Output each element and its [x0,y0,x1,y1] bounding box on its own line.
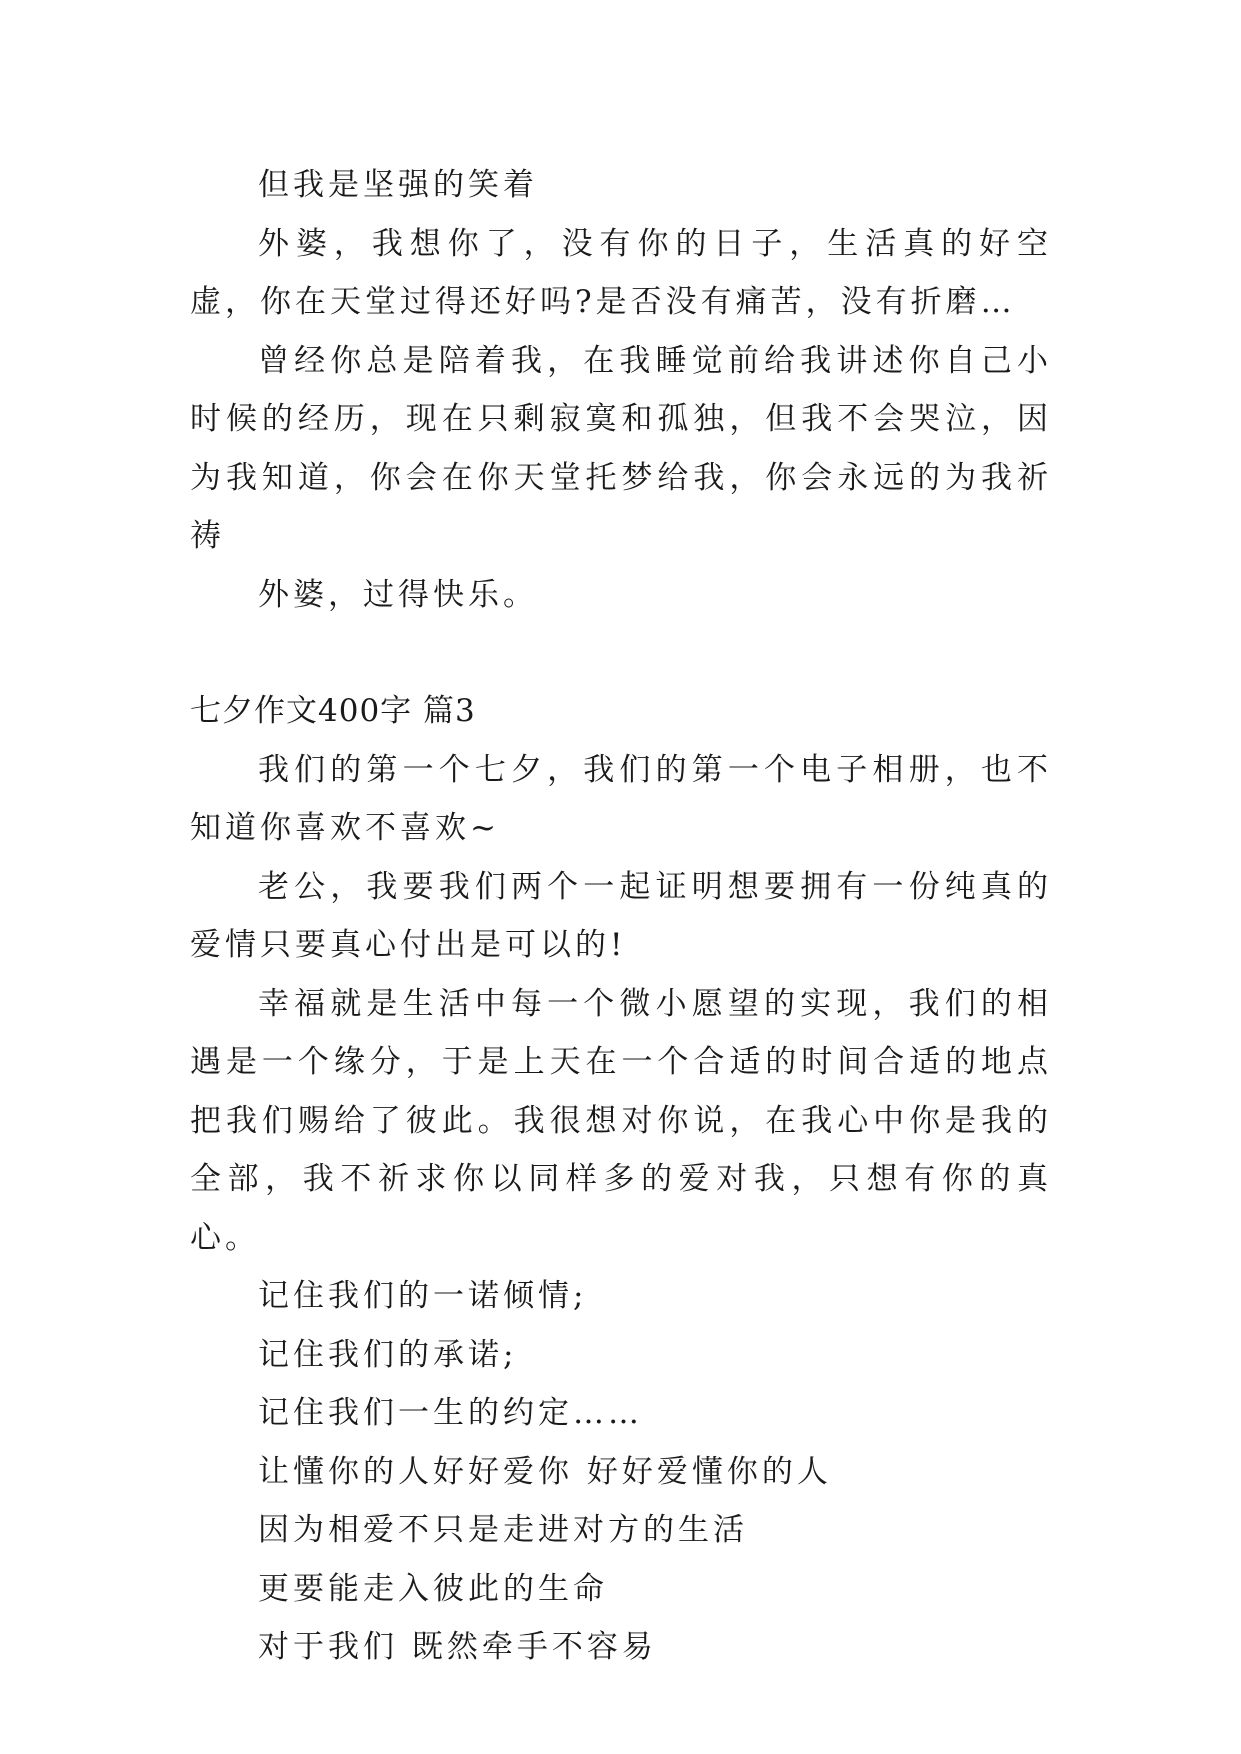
paragraph: 外婆，过得快乐。 [258,576,538,613]
paragraph: 让懂你的人好好爱你 好好爱懂你的人 [258,1453,832,1490]
section-heading: 七夕作文400字 篇3 [190,693,476,729]
section-spacer [190,624,1052,682]
paragraph: 因为相爱不只是走进对方的生活 [258,1512,748,1548]
paragraph: 对于我们 既然牵手不容易 [258,1629,657,1665]
paragraph: 我们的第一个七夕，我们的第一个电子相册，也不知道你喜欢不喜欢~ [190,751,1052,846]
paragraph: 但我是坚强的笑着 [258,167,538,203]
paragraph: 曾经你总是陪着我，在我睡觉前给我讲述你自己小时候的经历，现在只剩寂寞和孤独，但我不会哭泣，因为我知道，你会在你天堂托梦给我，你会永远的为我祈祷 [190,342,1052,554]
paragraph: 记住我们的承诺; [258,1336,518,1373]
paragraph: 更要能走入彼此的生命 [258,1570,608,1607]
paragraph: 外婆，我想你了，没有你的日子，生活真的好空虚，你在天堂过得还好吗?是否没有痛苦，没有折磨… [190,225,1052,320]
document-body [190,156,1052,1677]
paragraph: 记住我们一生的约定…… [258,1395,643,1431]
paragraph: 幸福就是生活中每一个微小愿望的实现，我们的相遇是一个缘分，于是上天在一个合适的时间合适的地点把我们赐给了彼此。我很想对你说，在我心中你是我的全部，我不祈求你以同样多的爱对我，只想有你的真心。 [190,985,1052,1256]
paragraph: 老公，我要我们两个一起证明想要拥有一份纯真的爱情只要真心付出是可以的! [190,868,1052,963]
paragraph: 记住我们的一诺倾情; [258,1278,588,1314]
